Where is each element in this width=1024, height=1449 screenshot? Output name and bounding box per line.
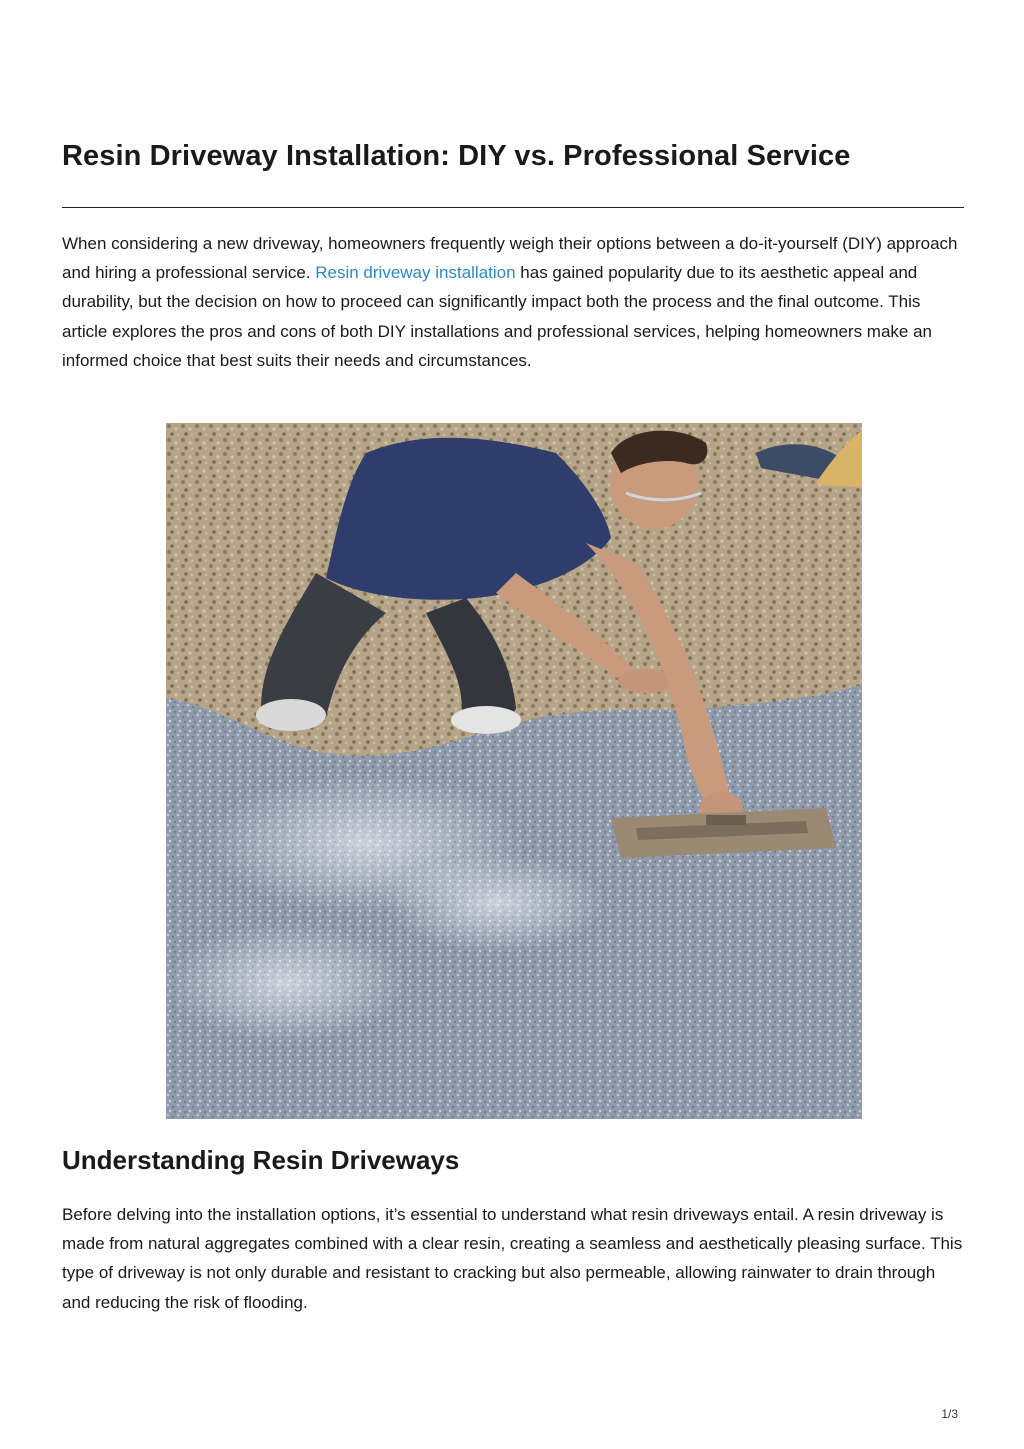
resin-driveway-installation-link[interactable]: Resin driveway installation bbox=[315, 263, 516, 283]
worker-installing-resin-driveway-photo bbox=[166, 423, 862, 1119]
intro-text-after-link: has gained popularity due to its aesthetic appeal and durability, but the decision on how to proceed can significantly impact both the process and the final outcome. This article explores the pros and cons of both DIY installations and professional services, helping homeowners make an informed choice that best suits their needs and circumstances. bbox=[62, 263, 933, 370]
section-paragraph-understanding: Before delving into the installation options, it’s essential to understand what resin driveways entail. A resin driveway is made from natural aggregates combined with a clear resin, creating a seamless and aesthetically pleasing surface. This type of driveway is not only durable and resistant to cracking but also permeable, allowing rainwater to drain through and reducing the risk of flooding. bbox=[62, 1205, 963, 1312]
intro-paragraph bbox=[62, 229, 964, 375]
title-divider bbox=[62, 207, 964, 208]
page-number: 1/3 bbox=[941, 1407, 958, 1421]
section-heading-understanding: Understanding Resin Driveways bbox=[62, 1145, 460, 1175]
article-title: Resin Driveway Installation: DIY vs. Professional Service bbox=[62, 140, 851, 172]
intro-text-before-link: When considering a new driveway, homeowners frequently weigh their options between a do-it-yourself (DIY) approach and hiring a professional service. bbox=[62, 234, 958, 283]
